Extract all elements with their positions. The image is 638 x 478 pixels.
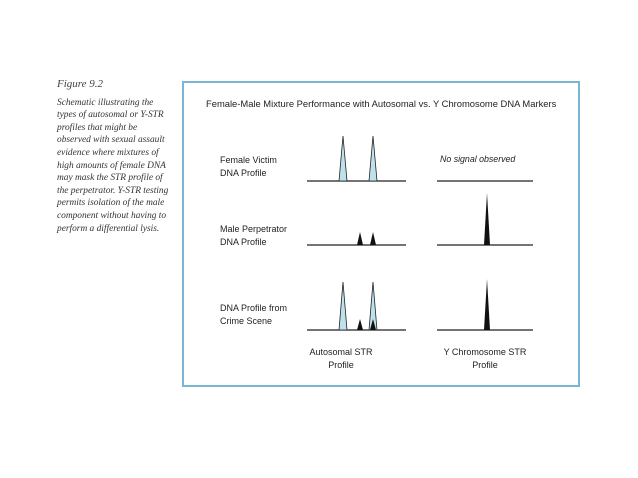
- male-peak-1: [357, 232, 363, 245]
- row-label-line: DNA Profile: [220, 236, 267, 247]
- row-label-line: DNA Profile: [220, 167, 267, 178]
- col-label-line: Profile: [328, 359, 354, 370]
- row-label-line: Female Victim: [220, 155, 277, 165]
- col-label-ychromosome: [430, 346, 540, 371]
- diagram-title: Female-Male Mixture Performance with Autosomal vs. Y Chromosome DNA Markers: [206, 98, 557, 109]
- col-label-autosomal: [286, 346, 396, 371]
- row-label-line: Male Perpetrator: [220, 224, 288, 234]
- male-peak-2: [370, 232, 376, 245]
- figure-label: Figure 9.2: [57, 78, 104, 90]
- mixture-male-peak-1: [357, 319, 363, 330]
- mixture-ychrom-peak: [484, 279, 490, 330]
- caption-text: Schematic illustrating the types of autosomal or Y-STR profiles that might be observed with sexual assault evidence where mixtures of high amounts of female DNA may mask the STR profile of the perpetrator. Y-STR testing permits isolation of the male component without having to perform a differential lysis.: [57, 97, 169, 234]
- row-label-line: DNA Profile from: [220, 303, 288, 313]
- male-ychrom-peak: [484, 193, 490, 245]
- female-peak-2: [369, 136, 377, 181]
- mixture-female-peak-1: [339, 282, 347, 330]
- figure-caption: [57, 78, 169, 235]
- col-label-line: Autosomal STR: [309, 347, 373, 357]
- peak-diagram: [184, 83, 578, 385]
- no-signal-note: No signal observed: [440, 154, 516, 164]
- col-label-line: Y Chromosome STR: [443, 347, 527, 357]
- row-label-line: Crime Scene: [220, 315, 273, 326]
- female-peak-1: [339, 136, 347, 181]
- diagram-panel: [182, 81, 580, 387]
- col-label-line: Profile: [472, 359, 498, 370]
